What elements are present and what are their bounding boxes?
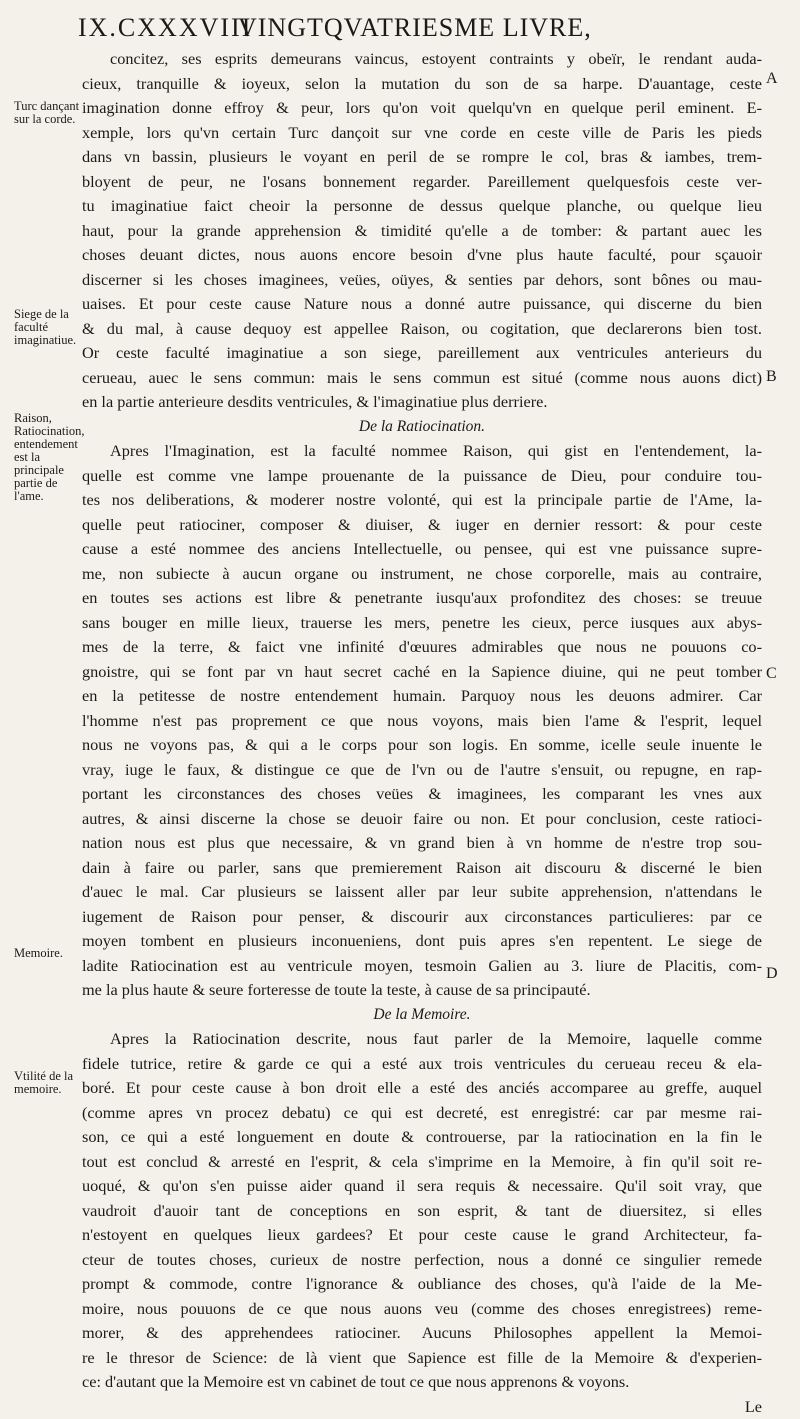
paragraph-imagination <box>82 47 762 415</box>
text-line: tu imaginatiue faict cheoir la personne de dessus quelque planche, ou quelque lieu <box>82 194 762 219</box>
text-line: quelle est comme vne lampe prouenante de la puissance de Dieu, pour conduire tou- <box>82 464 762 489</box>
text-line: choses deuant dictes, nous auons encore besoin d'vne plus haute faculté, pour sçauoir <box>82 243 762 268</box>
text-line: uoqué, & qu'on s'en puisse aider quand il sera requis & necessaire. Qu'il soit vray, que <box>82 1174 762 1199</box>
paragraph-ratiocination <box>82 439 762 1003</box>
text-line: bloyent de peur, ne l'osans bonnement regarder. Pareillement quelquesfois ceste ver- <box>82 170 762 195</box>
text-line: nous ne voyons pas, & qui a le corps pour son logis. En somme, icelle seule inuente le <box>82 733 762 758</box>
text-line: discerner si les choses imaginees, veües, oüyes, & senties par dehors, sont bônes ou mau- <box>82 268 762 293</box>
text-line: moire, nous pouuons de ce que nous auons veu (comme des choses enregistrees) reme- <box>82 1297 762 1322</box>
folio-number: IX.CXXXVIII <box>78 12 252 44</box>
margin-letter-c: C <box>766 665 777 683</box>
text-line: moyen tombent en plusieurs inconueniens, dont puis apres s'en repentent. Le siege de <box>82 929 762 954</box>
text-line: cerueau, auec le sens commun: mais le sens commun est situé (comme nous auons dict) <box>82 366 762 391</box>
margin-note-siege: Siege de la faculté imaginatiue. <box>14 308 90 347</box>
page-header <box>78 12 758 44</box>
paragraph-memoire <box>82 1027 762 1395</box>
text-line: imagination donne effroy & peur, lors qu'on voit quelqu'vn en quelque peril eminent. E- <box>82 96 762 121</box>
text-line: en toutes ses actions est libre & penetrante iusqu'aux profonditez des choses: se treuue <box>82 586 762 611</box>
text-line: cteur de toutes choses, curieux de nostre perfection, nous a donné ce singulier remede <box>82 1248 762 1273</box>
margin-note-turc: Turc dançant sur la corde. <box>14 100 90 126</box>
text-line: dain à faire ou parler, sans que premierement Raison ait discouru & discerné le bien <box>82 856 762 881</box>
text-line: Apres l'Imagination, est la faculté nommee Raison, qui gist en l'entendement, la- <box>82 439 762 464</box>
text-line: concitez, ses esprits demeurans vaincus, estoyent contraints y obeïr, le rendant auda- <box>82 47 762 72</box>
text-line: cause a esté nommee des anciens Intellectuelle, ou pensee, qui est vne puissance supre- <box>82 537 762 562</box>
margin-letter-d: D <box>766 965 778 983</box>
text-line: me la plus haute & seure forteresse de toute la teste, à cause de sa principauté. <box>82 978 762 1003</box>
margin-note-memoire: Memoire. <box>14 947 90 960</box>
text-line: (comme apres vn procez debatu) ce qui est decreté, est enregistré: car par mesme rai- <box>82 1101 762 1126</box>
text-line: son, ce qui a esté longuement en doute & controuerse, par la ratiocination en la fin le <box>82 1125 762 1150</box>
catchword: Le <box>82 1395 762 1419</box>
text-line: & du mal, à cause dequoy est appellee Raison, ou cogitation, que declarerons bien tost. <box>82 317 762 342</box>
text-line: haut, pour la grande apprehension & timidité qu'elle a de tomber: & partant auec les <box>82 219 762 244</box>
text-line: uaises. Et pour ceste cause Nature nous a donné autre puissance, qui discerne du bien <box>82 292 762 317</box>
text-line: portant les circonstances des choses veües & imaginees, les comparant les vnes aux <box>82 782 762 807</box>
text-line: fidele tutrice, retire & garde ce qui a esté aux trois ventricules du cerueau receu & ela- <box>82 1052 762 1077</box>
text-line: iugement de Raison pour penser, & discourir aux circonstances particulieres: par ce <box>82 905 762 930</box>
text-line: n'estoyent en quelques lieux gardees? Et pour ceste cause le grand Architecteur, fa- <box>82 1223 762 1248</box>
text-line: Apres la Ratiocination descrite, nous faut parler de la Memoire, laquelle comme <box>82 1027 762 1052</box>
text-line: gnoistre, qui se font par vn haut secret caché en la Sapience diuine, qui ne peut tomber <box>82 660 762 685</box>
margin-letter-a: A <box>766 70 778 88</box>
text-line: nation nous est plus que necessaire, & vn grand bien à vn homme de n'estre trop sou- <box>82 831 762 856</box>
margin-note-raison: Raison, Ratiocination, entendement est la principale partie de l'ame. <box>14 412 90 503</box>
text-line: vray, iuge le faux, & distingue ce que de l'vn ou de l'autre s'ensuit, ou repugne, en rap- <box>82 758 762 783</box>
text-line: tes nos deliberations, & moderer nostre volonté, qui est la principale partie de l'Ame, la- <box>82 488 762 513</box>
text-line: l'homme n'est pas proprement ce que nous voyons, mais bien l'ame & l'esprit, lequel <box>82 709 762 734</box>
text-line: Or ceste faculté imaginatiue a son siege, pareillement aux ventricules anterieurs du <box>82 341 762 366</box>
text-line: ce: d'autant que la Memoire est vn cabinet de tout ce que nous apprenons & voyons. <box>82 1370 762 1395</box>
section-heading-memoire: De la Memoire. <box>82 1003 762 1028</box>
text-line: mes de la terre, & faict vne infinité d'œuures admirables que nous ne pouuons co- <box>82 635 762 660</box>
text-line: vaudroit d'auoir tant de conceptions en son esprit, & tant de diuersitez, si elles <box>82 1199 762 1224</box>
text-line: re le thresor de Science: de là vient que Sapience est fille de la Memoire & d'experien- <box>82 1346 762 1371</box>
margin-note-vtilite: Vtilité de la memoire. <box>14 1070 90 1096</box>
text-line: d'auec le mal. Car plusieurs se laissent aller par leur subite apprehension, n'attendans le <box>82 880 762 905</box>
text-line: boré. Et pour ceste cause à bon droit elle a esté des anciés accomparee au greffe, auquel <box>82 1076 762 1101</box>
text-line: me, non subiecte à aucun organe ou instrument, ne chose corporelle, mais au contraire, <box>82 562 762 587</box>
text-line: tout est conclud & arresté en l'esprit, & cela s'imprime en la Memoire, à fin qu'il soit re- <box>82 1150 762 1175</box>
text-line: ladite Ratiocination est au ventricule moyen, tesmoin Galien au 3. liure de Placitis, com- <box>82 954 762 979</box>
text-line: cieux, tranquille & ioyeux, selon la mutation du son de sa harpe. D'auantage, ceste <box>82 72 762 97</box>
text-line: quelle peut ratiociner, composer & diuiser, & iuger en dernier ressort: & pour ceste <box>82 513 762 538</box>
running-title: VINGTQVATRIESME LIVRE, <box>238 12 592 44</box>
text-line: en la partie anterieure desdits ventricules, & l'imaginatiue plus derriere. <box>82 390 762 415</box>
text-line: prompt & commode, contre l'ignorance & oubliance des choses, qu'à l'aide de la Me- <box>82 1272 762 1297</box>
body-text <box>82 47 762 1419</box>
margin-letter-b: B <box>766 368 777 386</box>
text-line: dans vn bassin, plusieurs le voyant en peril de se rompre le col, bras & iambes, trem- <box>82 145 762 170</box>
text-line: morer, & des apprehendees ratiociner. Aucuns Philosophes appellent la Memoi- <box>82 1321 762 1346</box>
text-line: en la petitesse de nostre entendement humain. Parquoy nous les deuons admirer. Car <box>82 684 762 709</box>
text-line: autres, & ainsi discerne la chose se deuoir faire ou non. Et pour conclusion, ceste ratioci- <box>82 807 762 832</box>
text-line: sans bouger en mille lieux, trauerse les mers, penetre les cieux, perce iusques aux abys- <box>82 611 762 636</box>
section-heading-ratiocination: De la Ratiocination. <box>82 415 762 440</box>
text-line: xemple, lors qu'vn certain Turc dançoit sur vne corde en ceste ville de Paris les pieds <box>82 121 762 146</box>
